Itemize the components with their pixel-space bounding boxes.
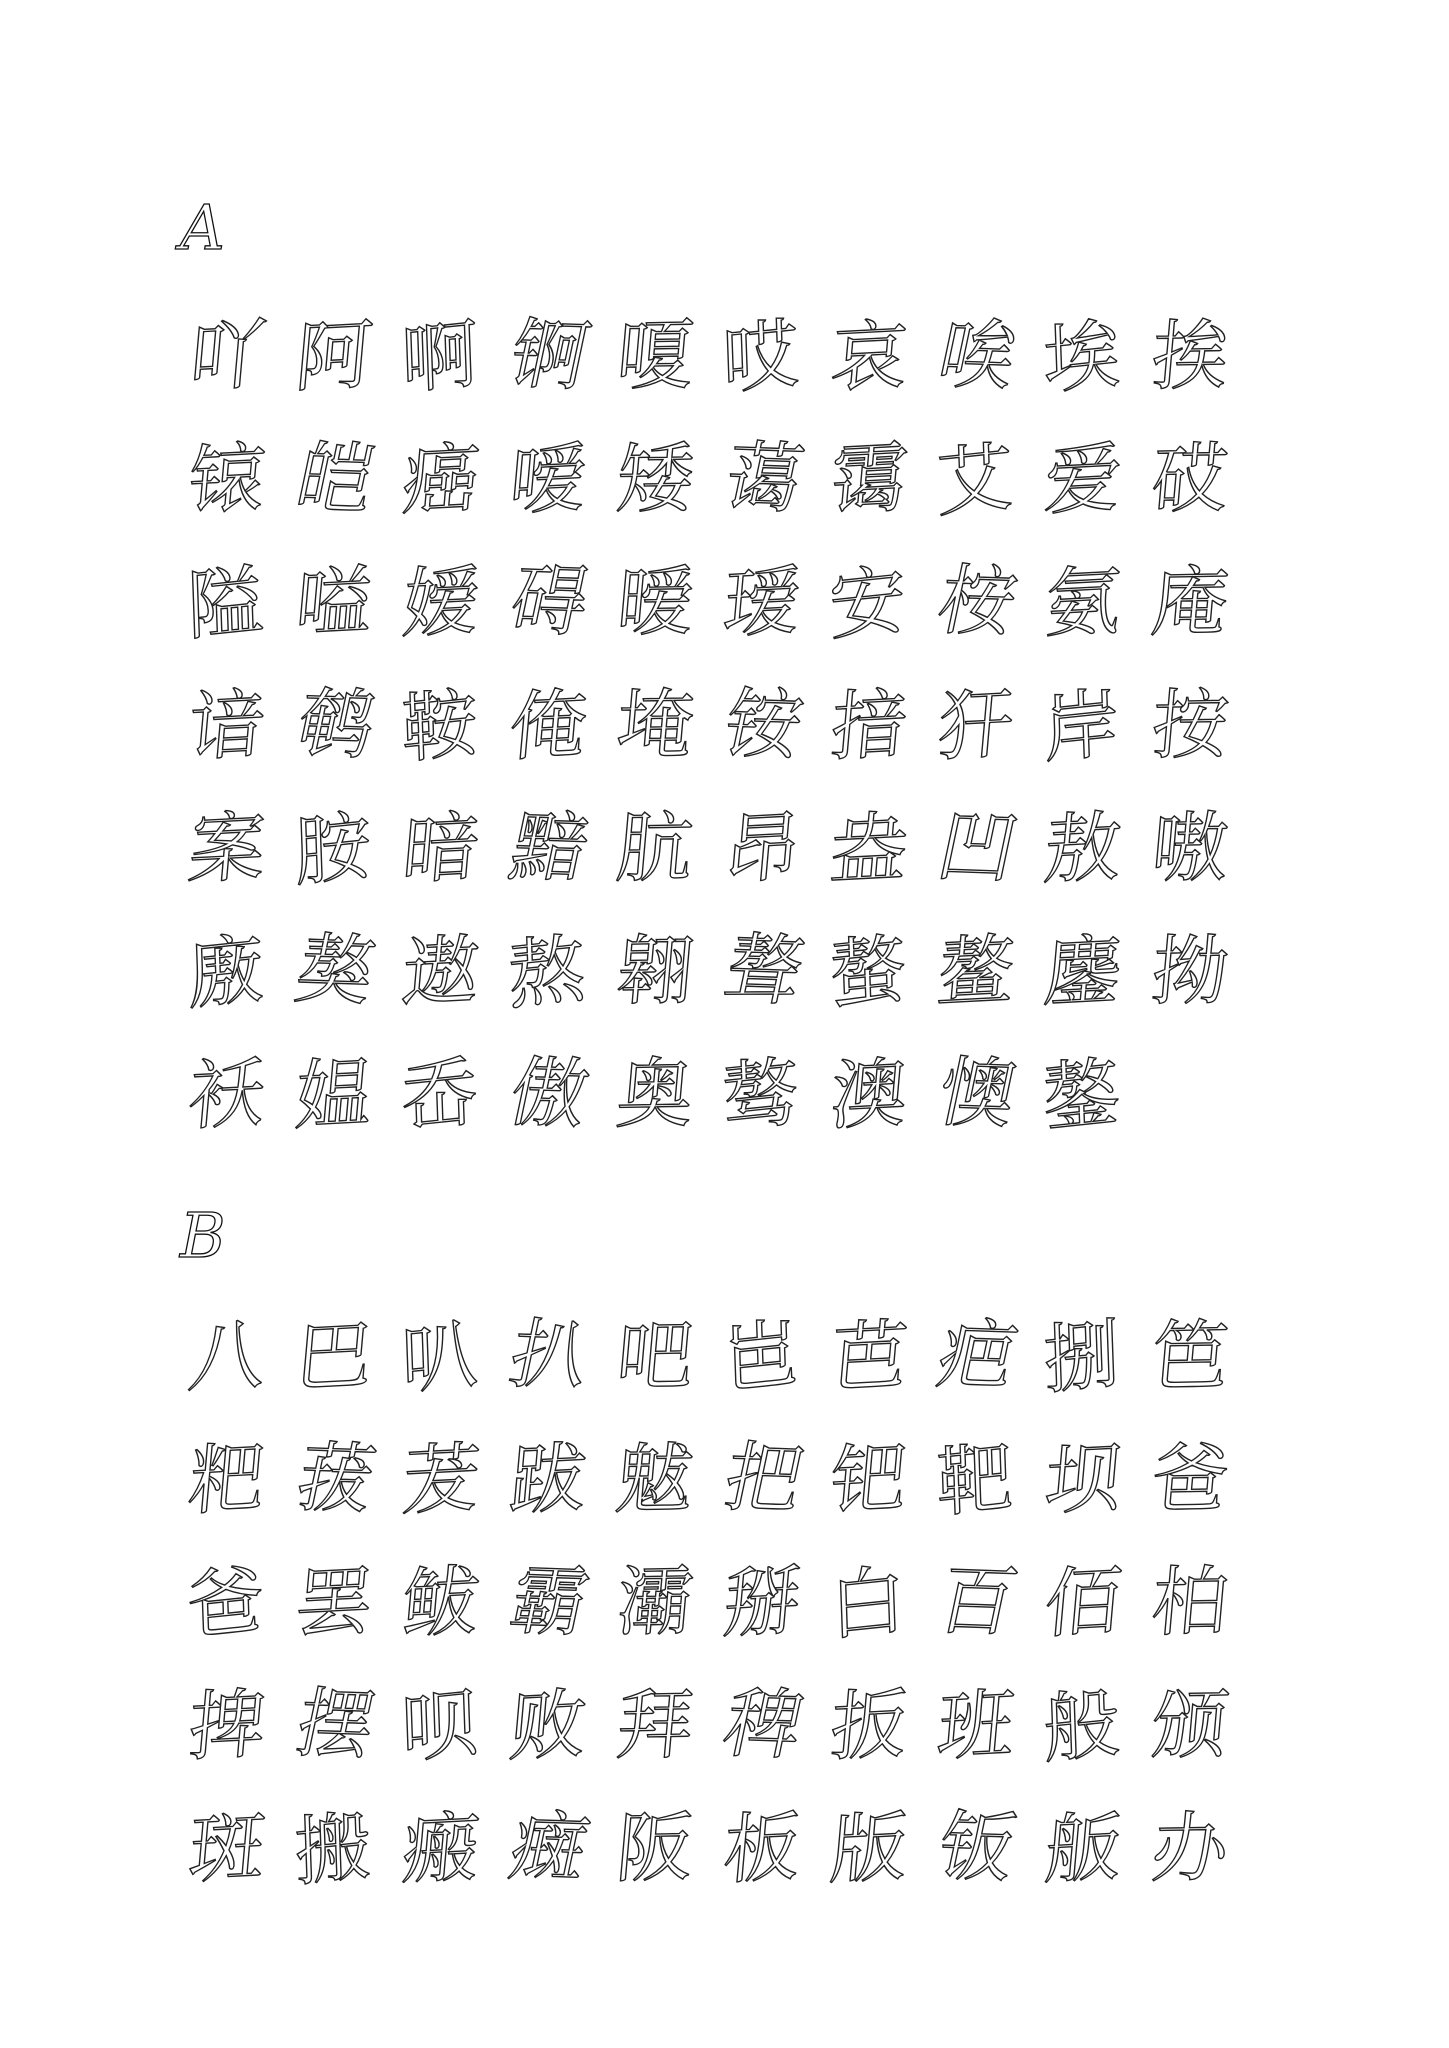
- calligraphy-character: 拗: [1148, 925, 1233, 1016]
- calligraphy-character: 澳: [826, 1047, 912, 1141]
- calligraphy-character: 板: [719, 1801, 805, 1895]
- calligraphy-character: 爱: [1040, 432, 1126, 526]
- calligraphy-character: 粑: [184, 1432, 270, 1526]
- calligraphy-character: 颁: [1148, 1679, 1233, 1770]
- calligraphy-character: 吧: [613, 1310, 698, 1401]
- calligraphy-character: 芭: [826, 1309, 912, 1403]
- calligraphy-character: 敖: [1040, 801, 1126, 895]
- calligraphy-character: 稗: [716, 1678, 811, 1770]
- calligraphy-character: 百: [930, 1555, 1025, 1647]
- calligraphy-character: 蔼: [716, 432, 811, 524]
- calligraphy-character: 揞: [826, 678, 912, 772]
- section-heading-b: B: [180, 1199, 226, 1272]
- calligraphy-character: 鏖: [1040, 924, 1126, 1018]
- calligraphy-character: 庵: [1148, 556, 1233, 647]
- calligraphy-character: 鳌: [933, 924, 1019, 1018]
- calligraphy-character: 嗄: [613, 310, 698, 401]
- calligraphy-character: 鏊: [1041, 1046, 1122, 1144]
- calligraphy-character: 霸: [502, 1555, 597, 1647]
- calligraphy-character: 唉: [930, 309, 1025, 401]
- calligraphy-character: 凹: [930, 801, 1025, 893]
- calligraphy-character: 灞: [613, 1556, 698, 1647]
- calligraphy-character: 哎: [720, 308, 801, 406]
- calligraphy-character: 捌: [1041, 1308, 1122, 1406]
- calligraphy-character: 跋: [505, 1432, 591, 1526]
- calligraphy-character: 叭: [399, 1308, 480, 1406]
- calligraphy-character: 碍: [502, 555, 597, 647]
- calligraphy-character: 阪: [613, 1802, 698, 1893]
- calligraphy-character: 舨: [1040, 1801, 1126, 1895]
- calligraphy-character: 扳: [826, 1678, 912, 1772]
- calligraphy-character: 翱: [613, 925, 698, 1016]
- calligraphy-character: 呗: [399, 1677, 480, 1775]
- calligraphy-character: 嗳: [505, 432, 591, 526]
- calligraphy-character: 盎: [826, 801, 912, 895]
- calligraphy-character: 办: [1148, 1802, 1233, 1893]
- calligraphy-character: 胺: [292, 800, 373, 898]
- calligraphy-character: 哀: [826, 309, 912, 403]
- calligraphy-character: 螯: [827, 923, 908, 1021]
- calligraphy-character: 佰: [1040, 1555, 1126, 1649]
- calligraphy-character: 皑: [288, 432, 383, 524]
- calligraphy-character: 瘢: [398, 1801, 484, 1895]
- calligraphy-character: 癍: [502, 1801, 597, 1893]
- calligraphy-character: 霭: [826, 432, 912, 526]
- calligraphy-character: 钯: [826, 1432, 912, 1526]
- calligraphy-character: 铵: [716, 678, 811, 770]
- calligraphy-character: 靶: [934, 1431, 1015, 1529]
- calligraphy-character: 砹: [1148, 433, 1233, 524]
- calligraphy-character: 按: [1148, 679, 1233, 770]
- calligraphy-character: 暧: [613, 556, 698, 647]
- calligraphy-character: 案: [184, 801, 270, 895]
- calligraphy-character: 昂: [719, 801, 805, 895]
- calligraphy-character: 岸: [1041, 677, 1122, 775]
- calligraphy-character: 聱: [716, 924, 811, 1016]
- calligraphy-character: 摆: [288, 1678, 383, 1770]
- calligraphy-character: 茇: [398, 1432, 484, 1526]
- calligraphy-character: 犴: [933, 678, 1019, 772]
- calligraphy-character: 嗷: [1148, 802, 1233, 893]
- calligraphy-character: 鹌: [288, 678, 383, 770]
- calligraphy-character: 阿: [291, 309, 377, 403]
- calligraphy-character: 败: [505, 1678, 591, 1772]
- calligraphy-character: 八: [184, 1309, 270, 1403]
- calligraphy-character: 嫒: [398, 555, 484, 649]
- calligraphy-character: 袄: [184, 1047, 270, 1141]
- calligraphy-character: 挨: [1148, 310, 1233, 401]
- calligraphy-character: 柏: [1148, 1556, 1233, 1647]
- calligraphy-character: 媪: [291, 1047, 377, 1141]
- calligraphy-character: 菝: [288, 1432, 383, 1524]
- calligraphy-character: 獒: [288, 924, 383, 1016]
- calligraphy-character: 谙: [184, 678, 270, 772]
- calligraphy-character: 奥: [613, 1048, 698, 1139]
- calligraphy-character: 巴: [291, 1309, 377, 1403]
- calligraphy-character: 熬: [506, 923, 587, 1021]
- calligraphy-character: 岜: [720, 1308, 801, 1406]
- calligraphy-character: 捭: [184, 1678, 270, 1772]
- calligraphy-character: 矮: [613, 433, 698, 524]
- calligraphy-character: 骜: [720, 1046, 801, 1144]
- character-grid-a: [184, 308, 1258, 1179]
- section-heading-a: A: [180, 191, 225, 264]
- calligraphy-character: 瑷: [719, 555, 805, 649]
- calligraphy-character: 般: [1041, 1677, 1122, 1775]
- calligraphy-character: 鲅: [398, 1555, 484, 1649]
- calligraphy-character: 爸: [1148, 1433, 1233, 1524]
- calligraphy-character: 锕: [502, 309, 597, 401]
- calligraphy-character: 肮: [613, 802, 698, 893]
- calligraphy-character: 傲: [502, 1047, 597, 1139]
- calligraphy-character: 遨: [398, 924, 484, 1018]
- calligraphy-character: 疤: [930, 1309, 1025, 1401]
- character-grid-b: [184, 1308, 1258, 1933]
- calligraphy-character: 啊: [399, 308, 480, 406]
- calligraphy-character: 版: [826, 1801, 912, 1895]
- calligraphy-character: 爸: [185, 1554, 266, 1652]
- calligraphy-character: 拜: [613, 1679, 698, 1770]
- calligraphy-character: 安: [827, 554, 908, 652]
- calligraphy-character: 氨: [1040, 555, 1126, 649]
- calligraphy-character: 懊: [930, 1047, 1025, 1139]
- calligraphy-character: 吖: [184, 309, 270, 403]
- calligraphy-character: 埯: [613, 679, 698, 770]
- calligraphy-character: 搬: [292, 1800, 373, 1898]
- calligraphy-character: 白: [827, 1554, 908, 1652]
- calligraphy-character: 钣: [930, 1801, 1025, 1893]
- calligraphy-character: 黯: [502, 801, 597, 893]
- calligraphy-character: 坝: [1040, 1432, 1126, 1526]
- calligraphy-character: 锿: [184, 432, 270, 526]
- calligraphy-character: 把: [716, 1432, 811, 1524]
- calligraphy-character: 斑: [184, 1801, 270, 1895]
- calligraphy-character: 廒: [185, 923, 266, 1021]
- calligraphy-character: 嗌: [291, 555, 377, 649]
- calligraphy-character: 癌: [398, 432, 484, 526]
- calligraphy-character: 笆: [1148, 1310, 1233, 1401]
- calligraphy-character: 岙: [399, 1046, 480, 1144]
- calligraphy-character: 班: [933, 1678, 1019, 1772]
- calligraphy-character: 暗: [398, 801, 484, 895]
- calligraphy-character: 罢: [291, 1555, 377, 1649]
- calligraphy-character: 鞍: [399, 677, 480, 775]
- calligraphy-character: 魃: [613, 1433, 698, 1524]
- calligraphy-character: 扒: [502, 1309, 597, 1401]
- calligraphy-character: 艾: [934, 431, 1015, 529]
- calligraphy-character: 隘: [185, 554, 266, 652]
- calligraphy-character: 桉: [930, 555, 1025, 647]
- calligraphy-character: 俺: [505, 678, 591, 772]
- calligraphy-character: 埃: [1041, 308, 1122, 406]
- calligraphy-character: 掰: [719, 1555, 805, 1649]
